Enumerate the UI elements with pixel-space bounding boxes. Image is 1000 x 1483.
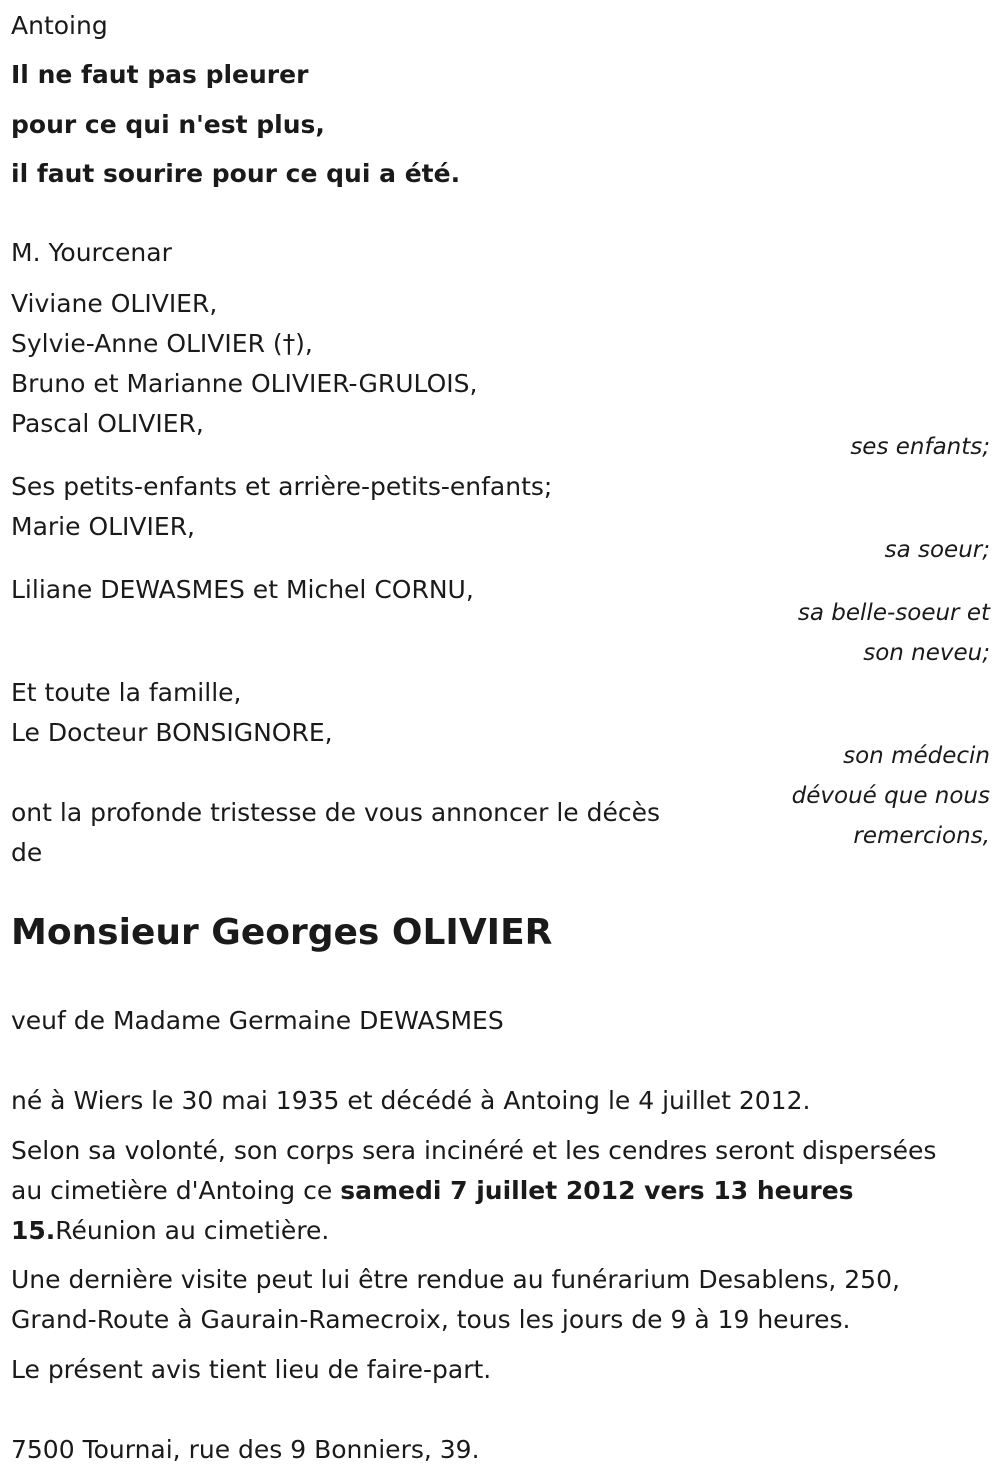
notice: Le présent avis tient lieu de faire-part. (11, 1355, 492, 1384)
all-family: Et toute la famille, (11, 678, 242, 707)
child-4: Pascal OLIVIER, (11, 409, 204, 438)
inlaws-role-2: son neveu; (863, 640, 990, 666)
quote-line-2: pour ce qui n'est plus, (11, 110, 325, 139)
visit-line-2: Grand-Route à Gaurain-Ramecroix, tous les jours de 9 à 19 heures. (11, 1305, 851, 1334)
ceremony-date: samedi 7 juillet 2012 vers 13 heures (340, 1176, 854, 1205)
sister-role: sa soeur; (884, 537, 990, 563)
inlaws: Liliane DEWASMES et Michel CORNU, (11, 575, 474, 604)
ceremony-time: 15. (11, 1216, 56, 1245)
announcement-line-1: ont la profonde tristesse de vous annoncer le décès (11, 798, 661, 827)
child-2: Sylvie-Anne OLIVIER (†), (11, 329, 313, 358)
city: Antoing (11, 11, 108, 40)
ceremony-line-2 (11, 1171, 854, 1211)
ceremony-line-3 (11, 1211, 329, 1251)
birth-death: né à Wiers le 30 mai 1935 et décédé à Antoing le 4 juillet 2012. (11, 1086, 811, 1115)
doctor-role-2: dévoué que nous (791, 783, 990, 809)
child-1: Viviane OLIVIER, (11, 289, 218, 318)
doctor-role-3: remercions, (853, 823, 990, 849)
grandchildren: Ses petits-enfants et arrière-petits-enfants; (11, 472, 553, 501)
ceremony-meeting: Réunion au cimetière. (55, 1216, 330, 1245)
visit-line-1: Une dernière visite peut lui être rendue au funérarium Desablens, 250, (11, 1265, 900, 1294)
quote-line-1: Il ne faut pas pleurer (11, 60, 309, 89)
widower-of: veuf de Madame Germaine DEWASMES (11, 1006, 504, 1035)
doctor-role-1: son médecin (843, 743, 990, 769)
children-role: ses enfants; (850, 434, 990, 460)
child-3: Bruno et Marianne OLIVIER-GRULOIS, (11, 369, 478, 398)
inlaws-role-1: sa belle-soeur et (797, 600, 990, 626)
quote-line-3: il faut sourire pour ce qui a été. (11, 159, 461, 188)
quote-author: M. Yourcenar (11, 238, 172, 267)
ceremony-text: au cimetière d'Antoing ce (11, 1176, 341, 1205)
announcement-line-2: de (11, 838, 43, 867)
address: 7500 Tournai, rue des 9 Bonniers, 39. (11, 1435, 480, 1464)
deceased-name: Monsieur Georges OLIVIER (11, 912, 553, 953)
ceremony-line-1: Selon sa volonté, son corps sera incinéré et les cendres seront dispersées (11, 1136, 937, 1165)
doctor: Le Docteur BONSIGNORE, (11, 718, 333, 747)
sister: Marie OLIVIER, (11, 512, 196, 541)
